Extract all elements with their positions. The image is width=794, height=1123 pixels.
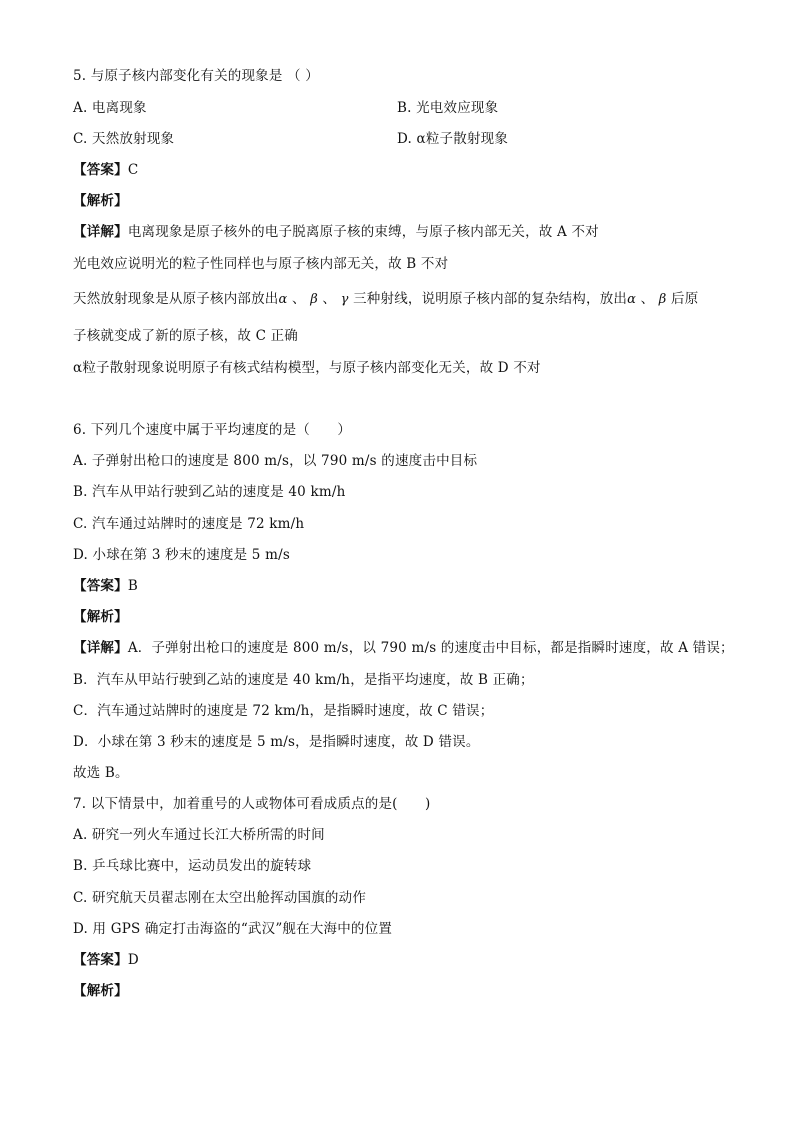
q5-analysis-tag: 【解析】	[73, 193, 128, 209]
q6-option-d: D. 小球在第 3 秒末的速度是 5 m/s	[73, 547, 290, 563]
q5-option-b: B. 光电效应现象	[397, 100, 499, 116]
beta-symbol: β	[310, 292, 318, 307]
answer-tag: 【答案】	[73, 578, 128, 594]
q7-option-b: B. 乒乓球比赛中，运动员发出的旋转球	[73, 858, 312, 874]
q5-stem: 5. 与原子核内部变化有关的现象是 （ ）	[73, 68, 319, 84]
q5-detail-5: α粒子散射现象说明原子有核式结构模型，与原子核内部变化无关，故 D 不对	[73, 360, 541, 376]
q6-option-b: B. 汽车从甲站行驶到乙站的速度是 40 km/h	[73, 484, 346, 500]
q6-detail-line-a	[73, 639, 734, 657]
alpha-symbol: α	[278, 292, 288, 307]
q5-detail-3c: 后原	[671, 291, 699, 307]
q6-option-a: A. 子弹射出枪口的速度是 800 m/s，以 790 m/s 的速度击中目标	[73, 453, 478, 469]
gamma-symbol: γ	[340, 292, 349, 307]
q7-option-a: A. 研究一列火车通过长江大桥所需的时间	[73, 827, 325, 843]
detail-tag: 【详解】	[73, 224, 128, 240]
q5-detail-4: 子核就变成了新的原子核，故 C 正确	[73, 328, 299, 344]
detail-tag: 【详解】	[73, 640, 128, 656]
q5-detail-line-1	[73, 223, 599, 241]
q6-detail-c: C．汽车通过站牌时的速度是 72 km/h，是指瞬时速度，故 C 错误；	[73, 703, 494, 719]
q5-detail-line-3	[73, 290, 698, 309]
q7-answer-line	[73, 951, 139, 969]
q6-answer: B	[127, 578, 138, 594]
q6-detail-a: A．子弹射出枪口的速度是 800 m/s，以 790 m/s 的速度击中目标，都是指瞬时速度，故 A 错误；	[127, 640, 734, 656]
q5-detail-2: 光电效应说明光的粒子性同样也与原子核内部无关，故 B 不对	[73, 256, 449, 272]
q5-option-d: D. α粒子散射现象	[397, 131, 509, 147]
separator: 、	[322, 291, 337, 307]
q6-conclusion: 故选 B。	[73, 765, 129, 781]
q5-answer-line	[73, 161, 138, 179]
q7-answer: D	[127, 952, 139, 968]
separator: 、	[640, 291, 655, 307]
separator: 、	[291, 291, 306, 307]
q6-answer-line	[73, 577, 138, 595]
answer-tag: 【答案】	[73, 162, 128, 178]
q5-option-a: A. 电离现象	[73, 100, 147, 116]
q5-option-c: C. 天然放射现象	[73, 131, 175, 147]
q7-analysis-tag: 【解析】	[73, 983, 128, 999]
q5-answer: C	[127, 162, 139, 178]
q5-detail-1: 电离现象是原子核外的电子脱离原子核的束缚，与原子核内部无关，故 A 不对	[127, 224, 599, 240]
beta-symbol: β	[658, 292, 667, 307]
q5-detail-3a: 天然放射现象是从原子核内部放出	[73, 291, 279, 307]
q6-detail-b: B．汽车从甲站行驶到乙站的速度是 40 km/h，是指平均速度，故 B 正确；	[73, 672, 534, 688]
q6-option-c: C. 汽车通过站牌时的速度是 72 km/h	[73, 516, 305, 532]
q7-option-d: D. 用 GPS 确定打击海盗的“武汉”舰在大海中的位置	[73, 921, 393, 937]
q6-detail-d: D．小球在第 3 秒末的速度是 5 m/s，是指瞬时速度，故 D 错误。	[73, 734, 480, 750]
q6-analysis-tag: 【解析】	[73, 609, 128, 625]
q6-stem: 6. 下列几个速度中属于平均速度的是（ ）	[73, 422, 352, 438]
q7-option-c: C. 研究航天员翟志刚在太空出舱挥动国旗的动作	[73, 890, 367, 906]
alpha-symbol: α	[627, 292, 637, 307]
q7-stem: 7. 以下情景中，加着重号的人或物体可看成质点的是( )	[73, 796, 431, 812]
answer-tag: 【答案】	[73, 952, 128, 968]
q5-detail-3b: 三种射线，说明原子核内部的复杂结构，放出	[353, 291, 628, 307]
